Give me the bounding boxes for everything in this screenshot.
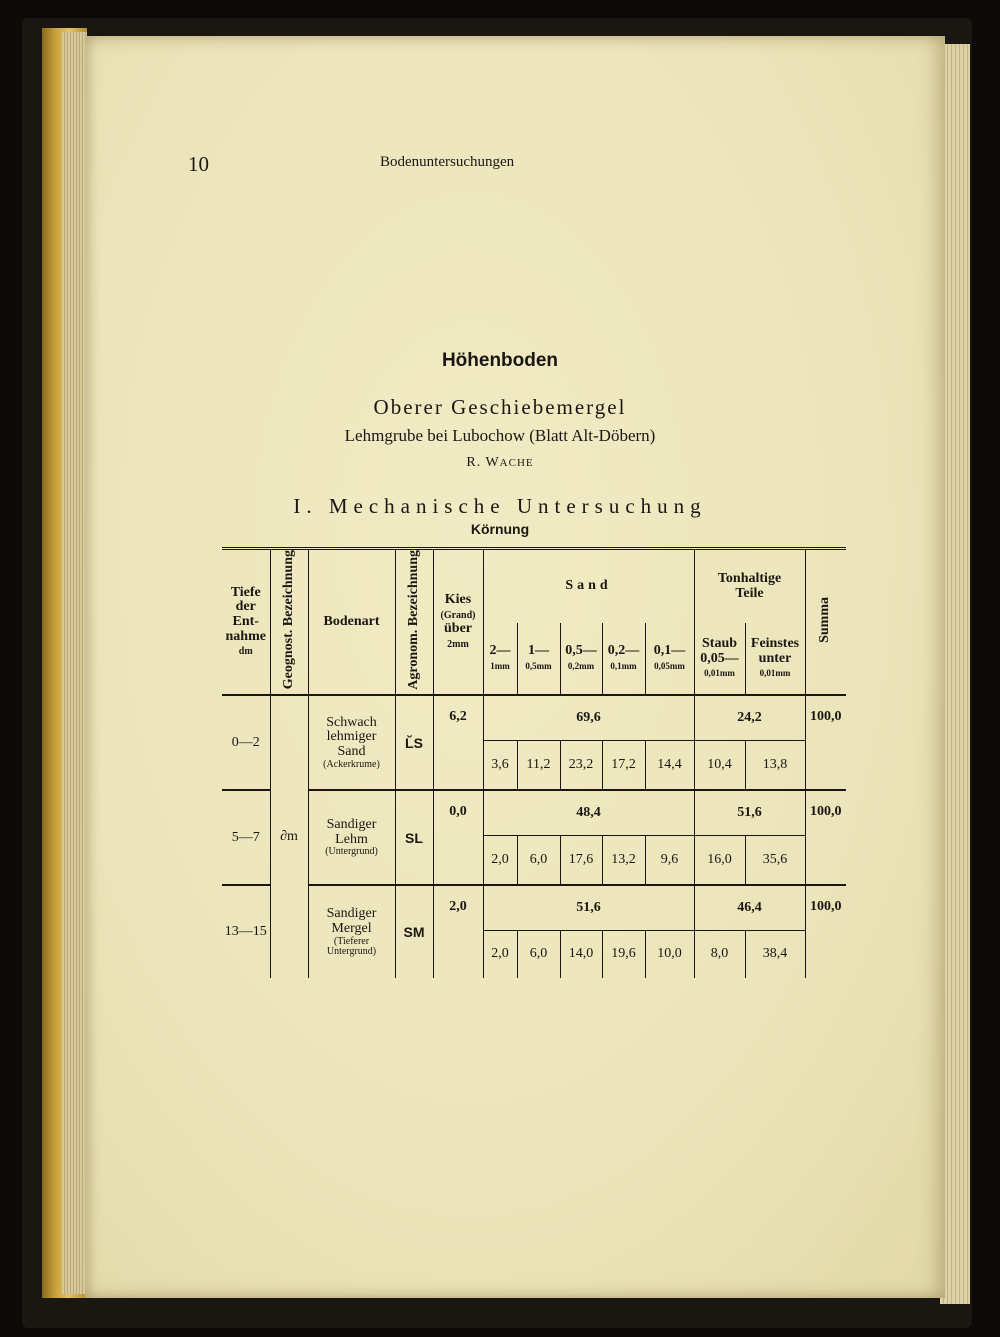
header-kies-line4: 2mm <box>447 638 469 650</box>
sand-value-cell: 10,0 <box>645 930 694 978</box>
agronom-cell: L̆S <box>395 695 433 790</box>
soil-line2: Mergel <box>331 920 372 936</box>
section-title: I. Mechanische Untersuchung <box>293 494 707 518</box>
header-kies <box>433 549 483 696</box>
header-sand-01-005-bottom: 0,05mm <box>654 660 685 671</box>
depth-cell: 0—2 <box>222 695 270 790</box>
analysis-table <box>222 547 846 978</box>
sand-value-cell: 14,0 <box>560 930 602 978</box>
sand-value-cell: 13,2 <box>602 835 645 885</box>
sand-value-cell: 2,0 <box>483 835 517 885</box>
header-summa <box>805 549 846 696</box>
sand-value-cell: 3,6 <box>483 740 517 790</box>
header-sand-05-02-top: 0,5— <box>565 643 597 659</box>
soil-note: (Ackerkrume) <box>323 758 380 770</box>
feinstes-cell: 38,4 <box>745 930 805 978</box>
header-feinstes-line1: Feinstes <box>750 635 800 651</box>
kies-cell: 6,2 <box>433 695 483 790</box>
soil-cell <box>308 695 395 790</box>
header-tiefe-line2: der <box>235 599 256 615</box>
summa-cell: 100,0 <box>805 695 846 790</box>
page-number: 10 <box>188 152 209 176</box>
ton-total-cell: 24,2 <box>694 695 805 740</box>
header-tiefe <box>222 549 270 696</box>
sand-total-cell: 69,6 <box>483 695 694 740</box>
header-sand-2-1-top: 2— <box>489 643 511 659</box>
header-tiefe-line1: Tiefe <box>230 584 261 600</box>
feinstes-cell: 13,8 <box>745 740 805 790</box>
geognost-cell: ∂m <box>270 695 308 978</box>
sand-value-cell: 11,2 <box>517 740 560 790</box>
sand-value-cell: 6,0 <box>517 930 560 978</box>
header-ton-line2: Teile <box>735 585 764 601</box>
header-sand-05-02 <box>560 623 602 695</box>
header-feinstes-line3: 0,01mm <box>759 668 791 679</box>
section-subtitle: Körnung <box>470 521 530 537</box>
location-line: Lehmgrube bei Lubochow (Blatt Alt-Döbern) <box>344 426 656 445</box>
header-staub-line3: 0,01mm <box>704 668 735 679</box>
soil-cell <box>308 885 395 978</box>
header-sand-02-01 <box>602 623 645 695</box>
sand-value-cell: 14,4 <box>645 740 694 790</box>
sand-total-cell: 48,4 <box>483 790 694 835</box>
header-staub-line1: Staub <box>702 635 738 651</box>
sand-value-cell: 2,0 <box>483 930 517 978</box>
subtitle: Oberer Geschiebemergel <box>373 395 627 419</box>
feinstes-cell: 35,6 <box>745 835 805 885</box>
header-agronom <box>395 549 433 696</box>
header-kies-line1: Kies <box>444 591 472 607</box>
depth-cell: 13—15 <box>222 885 270 978</box>
header-tiefe-unit: dm <box>238 646 253 658</box>
depth-cell: 5—7 <box>222 790 270 885</box>
soil-note: (Untergrund) <box>325 846 378 858</box>
header-kies-line2: (Grand) <box>440 609 476 621</box>
header-sand-2-1 <box>483 623 517 695</box>
ton-total-cell: 46,4 <box>694 885 805 930</box>
author-rest: ACHE <box>499 457 534 469</box>
left-page-stack <box>62 32 87 1294</box>
author-initial: R. W <box>466 455 500 470</box>
table-header <box>222 549 846 696</box>
soil-line1: Sandiger <box>326 817 377 832</box>
summa-cell: 100,0 <box>805 790 846 885</box>
header-staub <box>694 623 745 695</box>
header-tiefe-line4: nahme <box>225 628 266 644</box>
table-body <box>222 695 846 978</box>
header-sand-01-005-top: 0,1— <box>653 643 686 659</box>
soil-line1: Schwach <box>326 714 377 730</box>
table-row <box>222 695 846 740</box>
header-feinstes <box>745 623 805 695</box>
soil-line3: Sand <box>337 744 366 760</box>
sand-value-cell: 19,6 <box>602 930 645 978</box>
table-row <box>222 790 846 835</box>
header-feinstes-line2: unter <box>758 650 792 666</box>
sand-total-cell: 51,6 <box>483 885 694 930</box>
soil-line1: Sandiger <box>326 906 377 922</box>
header-sand-05-02-bottom: 0,2mm <box>567 660 595 671</box>
header-geognost <box>270 549 308 696</box>
header-bodenart: Bodenart <box>308 549 395 696</box>
header-kies-line3: über <box>444 621 472 637</box>
header-sand-1-05 <box>517 623 560 695</box>
header-sand-1-05-top: 1— <box>528 643 549 659</box>
sand-value-cell: 17,2 <box>602 740 645 790</box>
header-staub-line2: 0,05— <box>700 650 739 666</box>
kies-cell: 2,0 <box>433 885 483 978</box>
header-sand-01-005 <box>645 623 694 695</box>
header-summa-text: Summa <box>817 596 833 643</box>
agronom-cell: SM <box>395 885 433 978</box>
header-tiefe-line3: Ent- <box>232 613 259 629</box>
author-line <box>0 455 1000 471</box>
sand-value-cell: 17,6 <box>560 835 602 885</box>
header-sand: Sand <box>483 549 694 624</box>
header-geognost-text: Geognost. Bezeichnung <box>280 550 296 690</box>
sand-value-cell: 23,2 <box>560 740 602 790</box>
soil-cell <box>308 790 395 885</box>
soil-line2: Lehm <box>335 831 368 847</box>
kies-cell: 0,0 <box>433 790 483 885</box>
header-sand-2-1-bottom: 1mm <box>490 660 510 671</box>
header-agronom-text: Agronom. Bezeichnung <box>405 550 421 690</box>
header-ton-line1: Tonhaltige <box>717 571 782 587</box>
header-sand-02-01-top: 0,2— <box>607 643 640 659</box>
staub-cell: 8,0 <box>694 930 745 978</box>
sand-value-cell: 9,6 <box>645 835 694 885</box>
header-sand-1-05-bottom: 0,5mm <box>525 660 552 671</box>
staub-cell: 10,4 <box>694 740 745 790</box>
header-tonhaltig <box>694 549 805 624</box>
agronom-cell: SL <box>395 790 433 885</box>
sand-value-cell: 6,0 <box>517 835 560 885</box>
page-title: Höhenboden <box>441 350 559 371</box>
summa-cell: 100,0 <box>810 899 842 915</box>
running-head: Bodenuntersuchungen <box>380 154 515 170</box>
soil-note: (Tieferer Untergrund) <box>326 935 377 958</box>
ton-total-cell: 51,6 <box>694 790 805 835</box>
table-row <box>222 885 846 930</box>
soil-line2: lehmiger <box>326 729 377 745</box>
header-sand-02-01-bottom: 0,1mm <box>610 660 637 671</box>
staub-cell: 16,0 <box>694 835 745 885</box>
